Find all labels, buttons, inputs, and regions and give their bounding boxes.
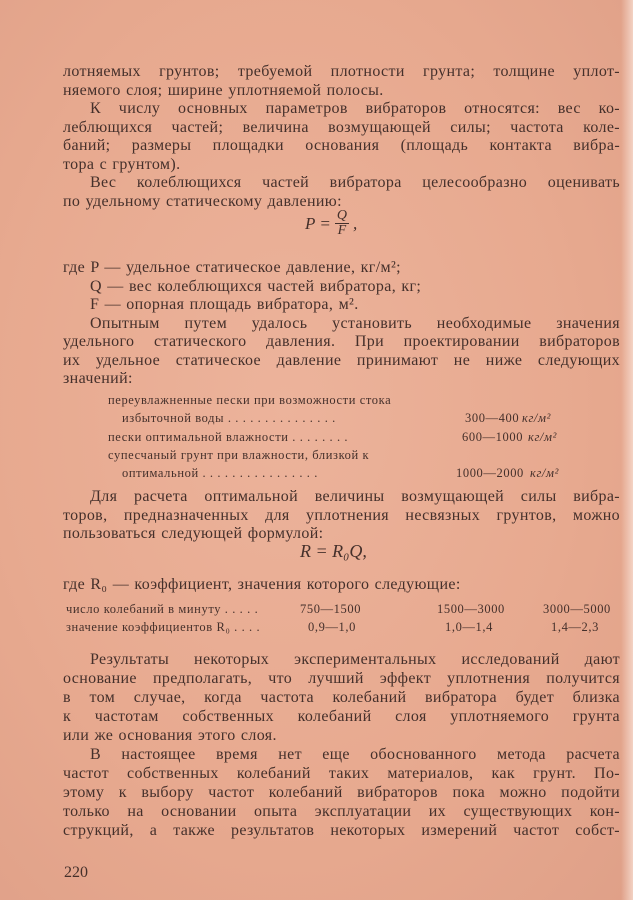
p3-line: значений: <box>63 370 133 387</box>
pressure-unit: кг/м² <box>528 430 557 444</box>
p6-line: В настоящее время нет еще обоснованного метода расчета <box>90 746 620 763</box>
formula-lhs: P = <box>305 213 331 233</box>
p6-line: этому к выбору частот колебаний вибраторов пока можно подойти <box>63 784 620 801</box>
definition-line: где P — удельное статическое давление, кг/м²; <box>63 259 401 276</box>
pressure-value: 1000—2000 <box>456 466 524 480</box>
pressure-label: супесчаный грунт при влажности, близкой к <box>108 448 370 462</box>
p6-line: частот собственных колебаний таких материалов, как грунт. По- <box>63 765 620 782</box>
p3-line: удельного статического давления. При проектировании вибраторов <box>63 333 620 350</box>
pressure-label-cont: оптимальной . . . . . . . . . . . . . . . . <box>122 466 318 480</box>
pressure-value: 600—1000 <box>462 430 524 444</box>
p2-line: Вес колеблющихся частей вибратора целесообразно оценивать <box>90 174 620 191</box>
coef-cell: 1,0—1,4 <box>445 620 493 634</box>
definition-line: F — опорная площадь вибратора, м². <box>90 296 359 313</box>
pressure-label: переувлажненные пески при возможности стока <box>108 393 392 407</box>
coef-row-label: число колебаний в минуту . . . . . <box>66 602 259 616</box>
p6-line: только на основании опыта эксплуатации их существующих кон- <box>63 803 620 820</box>
formula-force: R = R₀Q, <box>300 541 367 561</box>
coef-cell: 1,4—2,3 <box>551 620 599 634</box>
p3-line: Опытным путем удалось установить необходимые значения <box>90 314 620 332</box>
page-edge <box>621 0 633 900</box>
p3-line: их удельное статическое давление принимают не ниже следующих <box>63 351 620 369</box>
pressure-unit: кг/м² <box>522 411 551 425</box>
p0-line: лотняемых грунтов; требуемой плотности грунта; толщине уплот- <box>63 63 620 80</box>
p1-line: тора с грунтом). <box>63 155 181 173</box>
pressure-label-cont: избыточной воды . . . . . . . . . . . . . . . <box>122 411 336 425</box>
definition-line: Q — вес колеблющихся частей вибратора, кг; <box>90 277 422 295</box>
pressure-value: 300—400 <box>465 411 520 425</box>
coef-cell: 1500—3000 <box>437 602 505 616</box>
p1-line: баний; размеры площадки основания (площадь контакта вибра- <box>63 137 620 154</box>
p0-line: няемого слоя; ширине уплотняемой полосы. <box>63 81 384 99</box>
fraction <box>335 209 349 238</box>
p5-line: к частотам собственных колебаний слоя уплотняемого грунта <box>63 708 620 725</box>
fraction-numerator: Q <box>336 208 347 223</box>
p1-line: К числу основных параметров вибраторов относятся: вес ко- <box>90 100 620 117</box>
p4-line: пользоваться следующей формулой: <box>63 525 324 542</box>
coef-cell: 750—1500 <box>300 602 362 616</box>
p5-line: в том случае, когда частота колебаний вибратора будет близка <box>63 689 620 706</box>
p5-line: основание предполагать, что лучший эффект уплотнения получится <box>63 670 620 687</box>
pressure-unit: кг/м² <box>530 466 559 480</box>
p5-line: или же основания этого слоя. <box>63 727 277 744</box>
p6-line: струкций, а также результатов некоторых измерений частот собст- <box>63 822 620 839</box>
p2-line: по удельному статическому давлению: <box>63 192 342 210</box>
coef-cell: 0,9—1,0 <box>308 620 356 634</box>
p5-line: Результаты некоторых экспериментальных исследований дают <box>90 651 620 668</box>
formula-tail: , <box>352 213 358 233</box>
p1-line: леблющихся частей; величина возмущающей силы; частота коле- <box>63 118 620 136</box>
definition-line: где R₀ — коэффициент, значения которого следующие: <box>63 576 461 593</box>
formula-pressure <box>305 209 357 238</box>
pressure-label: пески оптимальной влажности . . . . . . . . <box>108 430 349 444</box>
p4-line: торов, предназначенных для уплотнения несвязных грунтов, можно <box>63 506 620 524</box>
p4-line: Для расчета оптимальной величины возмущающей силы вибра- <box>90 488 620 505</box>
coef-cell: 3000—5000 <box>543 602 611 616</box>
fraction-denominator: F <box>337 223 347 238</box>
page-number: 220 <box>64 864 88 881</box>
coef-row-label: значение коэффициентов R₀ . . . . <box>66 620 261 634</box>
